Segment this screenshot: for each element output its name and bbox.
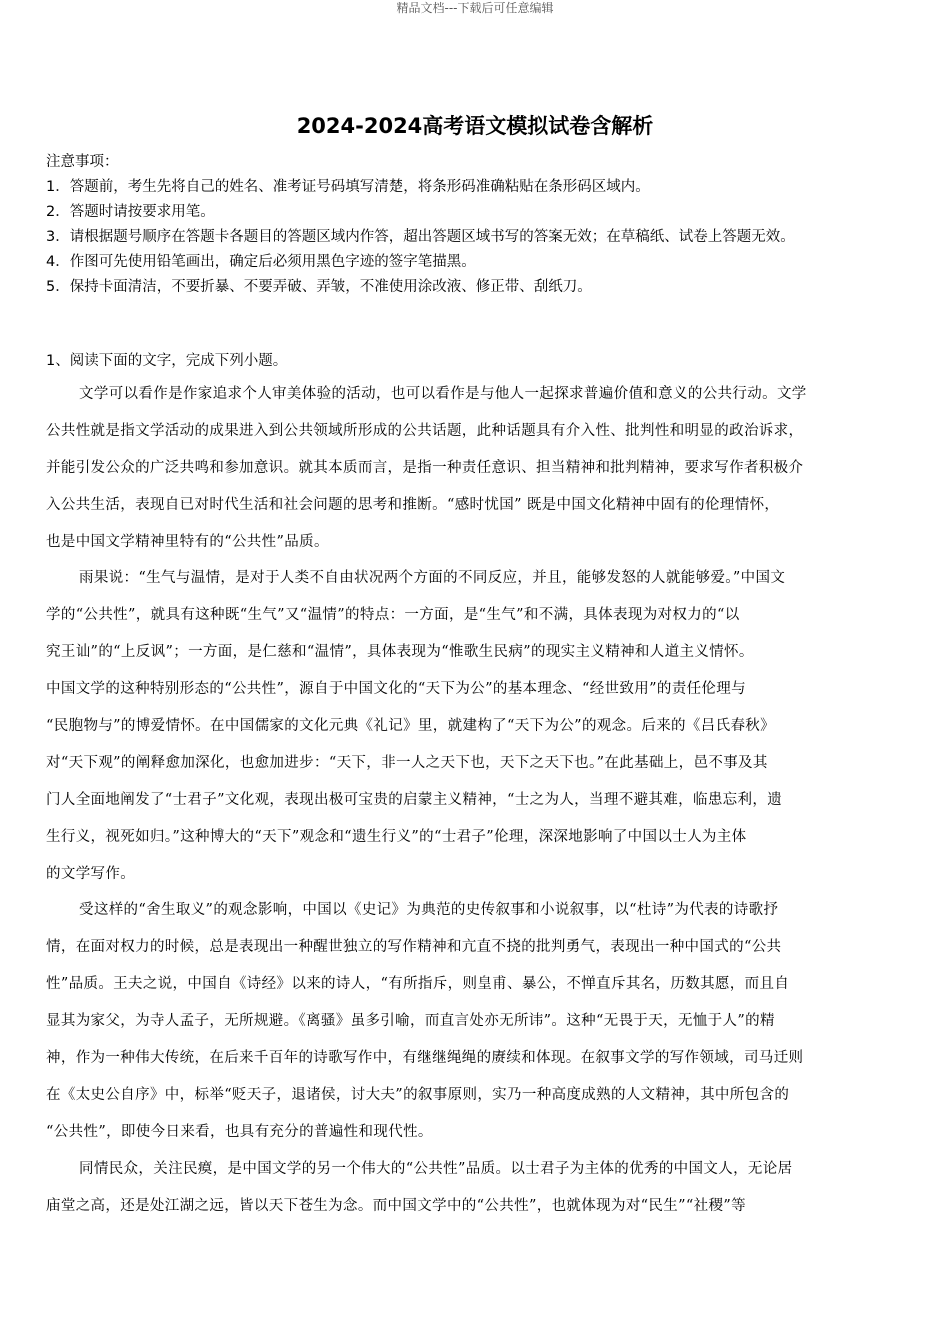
notice-item: 1．答题前，考生先将自己的姓名、准考证号码填写清楚，将条形码准确粘贴在条形码区域内。 — [46, 179, 650, 195]
passage-line: “公共性”，即使今日来看，也具有充分的普遍性和现代性。 — [46, 1123, 433, 1140]
passage-line: 的文学写作。 — [46, 865, 136, 882]
passage-line: 生行义，视死如归。”这种博大的“天下”观念和“遗生行义”的“士君子”伦理，深深地影响了中国以士人为主体 — [46, 828, 747, 845]
reading-passage — [46, 380, 936, 1228]
notice-item: 4．作图可先使用铅笔画出，确定后必须用黑色字迹的签字笔描黑。 — [46, 254, 476, 270]
passage-line: 受这样的“舍生取义”的观念影响，中国以《史记》为典范的史传叙事和小说叙事，以“杜诗”为代表的诗歌抒 — [79, 902, 779, 919]
passage-line: 情，在面对权力的时候，总是表现出一种醒世独立的写作精神和亢直不挠的批判勇气，表现出一种中国式的“公共 — [46, 939, 782, 956]
passage-line: 在《太史公自序》中，标举“贬天子，退诸侯，讨大夫”的叙事原则，实乃一种高度成熟的人文精神，其中所包含的 — [46, 1086, 790, 1103]
passage-line: 庙堂之高，还是处江湖之远，皆以天下苍生为念。而中国文学中的“公共性”，也就体现为对“民生”“社稷”等 — [46, 1197, 746, 1214]
notice-section — [46, 150, 926, 300]
passage-line: 神，作为一种伟大传统，在后来千百年的诗歌写作中，有继继绳绳的赓续和体现。在叙事文学的写作领域，司马迁则 — [46, 1050, 804, 1067]
passage-line: 显其为家父，为寺人孟子，无所规避。《离骚》虽多引喻，而直言处亦无所讳”。这种“无畏于天，无恤于人”的精 — [46, 1013, 775, 1030]
passage-line: “民胞物与”的博爱情怀。在中国儒家的文化元典《礼记》里，就建构了“天下为公”的观念。后来的《吕氏春秋》 — [46, 718, 775, 735]
passage-line: 对“天下观”的阐释愈加深化，也愈加进步：“天下，非一人之天下也，天下之天下也。”在此基础上，邑不事及其 — [46, 754, 768, 771]
passage-line: 门人全面地阐发了“士君子”文化观，表现出极可宝贵的启蒙主义精神，“士之为人，当理不避其难，临患忘利，遗 — [46, 791, 783, 808]
question-prompt: 1、阅读下面的文字，完成下列小题。 — [46, 353, 288, 369]
notice-item: 5．保持卡面清洁，不要折暴、不要弄破、弄皱，不准使用涂改液、修正带、刮纸刀。 — [46, 279, 592, 295]
passage-line: 同情民众，关注民瘼，是中国文学的另一个伟大的“公共性”品质。以士君子为主体的优秀的中国文人，无论居 — [79, 1160, 793, 1177]
notice-item: 3．请根据题号顺序在答题卡各题目的答题区域内作答，超出答题区域书写的答案无效；在草稿纸、试卷上答题无效。 — [46, 229, 795, 245]
passage-line: 并能引发公众的广泛共鸣和参加意识。就其本质而言，是指一种责任意识、担当精神和批判精神，要求写作者积极介 — [46, 459, 804, 476]
passage-line: 究王讪”的“上反讽”；一方面，是仁慈和“温情”，具体表现为“惟歌生民病”的现实主义精神和人道主义情怀。 — [46, 644, 754, 661]
passage-line: 也是中国文学精神里特有的“公共性”品质。 — [46, 533, 329, 550]
notice-item: 2．答题时请按要求用笔。 — [46, 204, 215, 220]
passage-line: 学的“公共性”，就具有这种既“生气”又“温情”的特点：一方面，是“生气”和不满，具体表现为对权力的“以 — [46, 607, 740, 624]
passage-line: 雨果说：“生气与温情，是对于人类不自由状况两个方面的不同反应，并且，能够发怒的人就能够爱。”中国文 — [79, 570, 786, 587]
page-header-note: 精品文档---下载后可任意编辑 — [396, 1, 554, 15]
passage-line: 公共性就是指文学活动的成果进入到公共领域所形成的公共话题，此种话题具有介入性、批判性和明显的政治诉求， — [46, 422, 804, 439]
passage-line: 文学可以看作是作家追求个人审美体验的活动，也可以看作是与他人一起探求普遍价值和意义的公共行动。文学 — [79, 386, 807, 402]
passage-line: 中国文学的这种特别形态的“公共性”，源自于中国文化的“天下为公”的基本理念、“经世致用”的责任伦理与 — [46, 681, 746, 698]
notice-heading: 注意事项： — [46, 154, 119, 170]
passage-line: 性”品质。王夫之说，中国自《诗经》以来的诗人，“有所指斥，则皇甫、暴公，不惮直斥其名，历数其愿，而且自 — [46, 976, 790, 993]
passage-line: 入公共生活，表现自已对时代生活和社会问题的思考和推断。“感时忧国” 既是中国文化精神中固有的伦理情怀， — [46, 496, 780, 513]
document-title: 2024-2024高考语文模拟试卷含解析 — [296, 114, 654, 138]
